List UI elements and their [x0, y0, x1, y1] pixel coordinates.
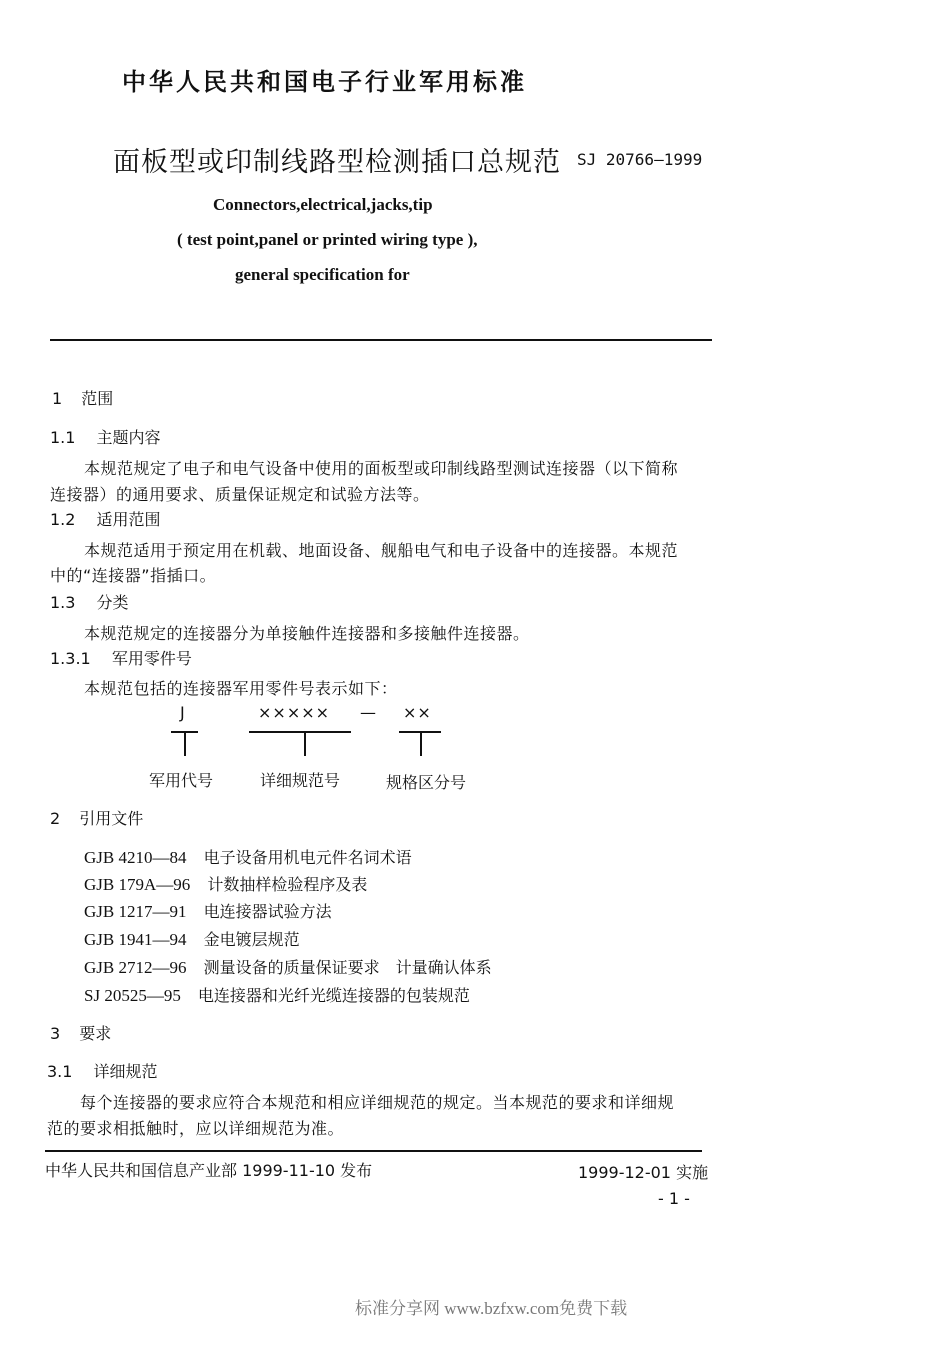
section-1-1-heading — [50, 425, 161, 448]
section-1-2-paragraph-line-1: 本规范适用于预定用在机载、地面设备、舰船电气和电子设备中的连接器。本规范 — [84, 541, 679, 560]
english-title-line-1: Connectors,electrical,jacks,tip — [213, 195, 433, 214]
section-1-heading — [52, 386, 113, 409]
section-title: 主题内容 — [96, 428, 161, 447]
part-dash: — — [360, 703, 376, 722]
header-divider — [50, 339, 712, 341]
reference-code: GJB 2712—96 — [84, 958, 187, 977]
reference-title: 测量设备的质量保证要求 计量确认体系 — [203, 958, 492, 977]
reference-code: GJB 4210—84 — [84, 848, 187, 867]
section-number: 1.3 — [50, 593, 76, 612]
section-3-heading — [50, 1021, 111, 1044]
section-title: 要求 — [79, 1024, 112, 1043]
reference-code: SJ 20525—95 — [84, 986, 181, 1005]
section-1-2-heading — [50, 507, 161, 530]
section-title: 详细规范 — [93, 1062, 158, 1081]
detail-bracket-line — [249, 731, 351, 733]
section-1-3-1-heading — [50, 646, 192, 669]
reference-code: GJB 1941—94 — [84, 930, 187, 949]
standard-category: 中华人民共和国电子行业军用标准 — [122, 68, 527, 96]
part-dash-label: 规格区分号 — [386, 773, 467, 792]
part-detail-label: 详细规范号 — [260, 771, 341, 790]
section-1-2-paragraph-line-2: 中的“连接器”指插口。 — [50, 566, 217, 585]
reference-item — [84, 845, 412, 868]
section-1-3-heading — [50, 590, 129, 613]
section-number: 3.1 — [47, 1062, 73, 1081]
reference-title: 电连接器和光纤光缆连接器的包装规范 — [197, 986, 470, 1005]
section-number: 1.1 — [50, 428, 76, 447]
section-title: 引用文件 — [79, 809, 144, 828]
reference-item — [84, 955, 492, 978]
prefix-bracket-tick — [184, 731, 186, 756]
section-number: 1 — [52, 389, 63, 408]
section-title: 范围 — [81, 389, 114, 408]
part-prefix-code: J — [180, 703, 185, 722]
section-number: 1.2 — [50, 510, 76, 529]
reference-code: GJB 1217—91 — [84, 902, 187, 921]
reference-item — [84, 983, 470, 1006]
section-1-1-paragraph-line-1: 本规范规定了电子和电气设备中使用的面板型或印制线路型测试连接器（以下简称 — [84, 459, 679, 478]
reference-item — [84, 899, 332, 922]
section-1-3-1-paragraph: 本规范包括的连接器军用零件号表示如下： — [84, 679, 398, 698]
section-2-heading — [50, 806, 143, 829]
section-3-1-paragraph-line-2: 范的要求相抵触时，应以详细规范为准。 — [47, 1119, 345, 1138]
watermark: 标准分享网 www.bzfxw.com免费下载 — [355, 1299, 628, 1318]
section-3-1-heading — [47, 1059, 158, 1082]
reference-code: GJB 179A—96 — [84, 875, 191, 894]
issue-info: 中华人民共和国信息产业部 1999-11-10 发布 — [45, 1161, 373, 1180]
dash-bracket-tick — [420, 731, 422, 756]
section-1-3-paragraph: 本规范规定的连接器分为单接触件连接器和多接触件连接器。 — [84, 624, 530, 643]
page-number: - 1 - — [658, 1189, 690, 1208]
footer-divider — [45, 1150, 702, 1152]
document-title: 面板型或印制线路型检测插口总规范 — [113, 147, 561, 178]
part-detail-code: ××××× — [258, 703, 331, 722]
section-number: 1.3.1 — [50, 649, 91, 668]
section-number: 2 — [50, 809, 61, 828]
english-title-line-2: ( test point,panel or printed wiring type ), — [177, 230, 478, 249]
reference-item — [84, 927, 300, 950]
section-title: 军用零件号 — [111, 649, 192, 668]
section-number: 3 — [50, 1024, 61, 1043]
reference-item — [84, 872, 367, 895]
section-3-1-paragraph-line-1: 每个连接器的要求应符合本规范和相应详细规范的规定。当本规范的要求和详细规 — [80, 1093, 675, 1112]
reference-title: 计数抽样检验程序及表 — [207, 875, 368, 894]
reference-title: 电连接器试验方法 — [203, 902, 332, 921]
section-1-1-paragraph-line-2: 连接器）的通用要求、质量保证规定和试验方法等。 — [50, 485, 430, 504]
reference-title: 电子设备用机电元件名词术语 — [203, 848, 412, 867]
section-title: 分类 — [96, 593, 129, 612]
reference-title: 金电镀层规范 — [203, 930, 300, 949]
part-prefix-label: 军用代号 — [149, 771, 214, 790]
detail-bracket-tick — [304, 731, 306, 756]
english-title-line-3: general specification for — [235, 265, 410, 284]
part-dash-number-code: ×× — [403, 703, 432, 722]
section-title: 适用范围 — [96, 510, 161, 529]
effective-date: 1999-12-01 实施 — [578, 1163, 709, 1182]
standard-code: SJ 20766—1999 — [577, 150, 703, 169]
